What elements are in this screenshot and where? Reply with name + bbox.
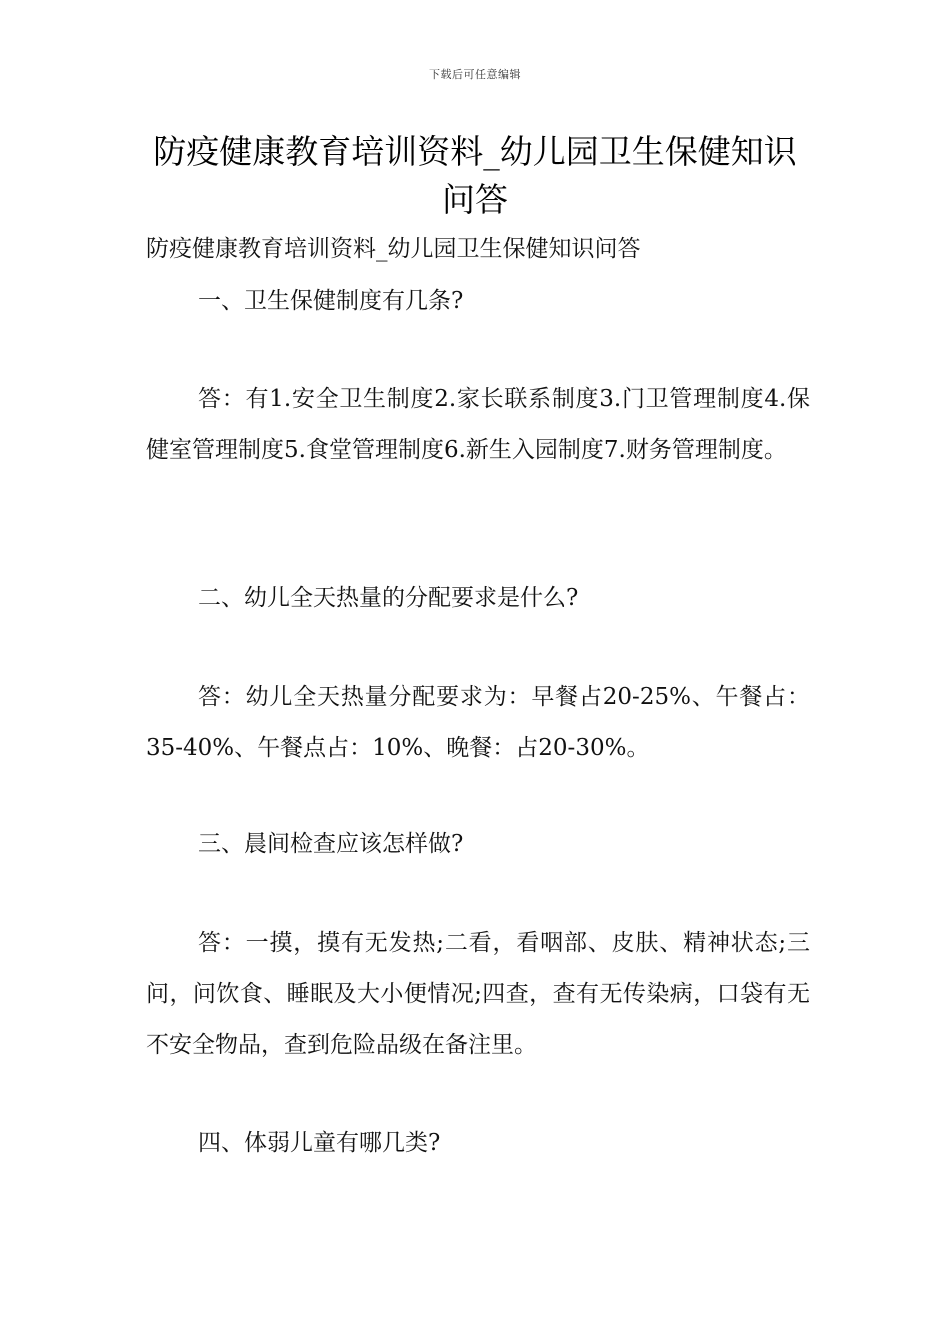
answer-2: 答：幼儿全天热量分配要求为：早餐占20-25%、午餐占：35-40%、午餐点占：10%、晚餐：占20-30%。 [146,684,810,761]
document-subtitle: 防疫健康教育培训资料_幼儿园卫生保健知识问答 [146,236,641,262]
answer-1: 答：有1.安全卫生制度2.家长联系制度3.门卫管理制度4.保健室管理制度5.食堂管理制度6.新生入园制度7.财务管理制度。 [146,386,810,463]
document-title: 防疫健康教育培训资料_幼儿园卫生保健知识问答 [153,132,797,219]
question-3: 三、晨间检查应该怎样做? [198,831,464,857]
answer-3: 答：一摸，摸有无发热;二看，看咽部、皮肤、精神状态;三问，问饮食、睡眠及大小便情况;四查，查有无传染病，口袋有无不安全物品，查到危险品级在备注里。 [146,930,810,1058]
question-4: 四、体弱儿童有哪几类? [198,1130,441,1156]
header-note: 下载后可任意编辑 [429,68,521,81]
question-1: 一、卫生保健制度有几条? [198,288,464,314]
question-2: 二、幼儿全天热量的分配要求是什么? [198,585,579,611]
